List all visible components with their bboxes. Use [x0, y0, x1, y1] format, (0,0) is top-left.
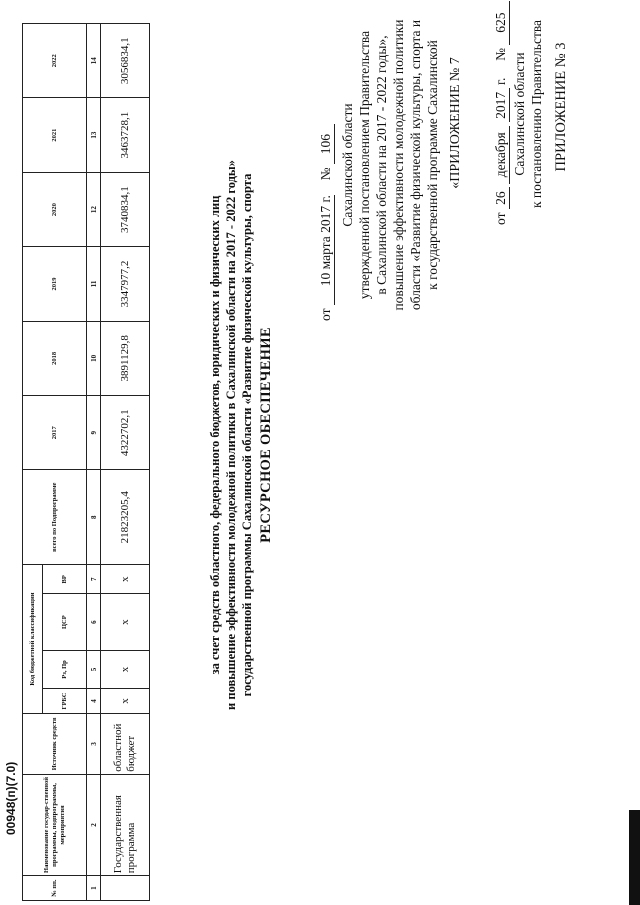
col-number-4: 4	[87, 689, 101, 714]
resource-table	[22, 23, 150, 901]
col-header-total: всего по Подпрограмме	[23, 470, 87, 565]
appendix-prev-no-sign: №	[318, 167, 333, 181]
cell-rzpr: х	[101, 650, 150, 688]
table-row	[101, 24, 150, 901]
col-header-vr: ВР	[43, 565, 87, 594]
cell-2021: 3463728,1	[101, 98, 150, 172]
cell-name: Государственная программа	[101, 774, 150, 875]
col-number-2: 2	[87, 774, 101, 875]
col-header-grbs: ГРБС	[43, 689, 87, 714]
appendix-prev-title: «ПРИЛОЖЕНИЕ № 7	[448, 57, 463, 189]
resource-title: РЕСУРСНОЕ ОБЕСПЕЧЕНИЕ	[258, 327, 274, 543]
col-number-7: 7	[87, 565, 101, 594]
col-number-12: 12	[87, 172, 101, 246]
appendix-prev-from: от	[318, 308, 333, 321]
appendix-prev-line-0: к государственной программе Сахалинской	[425, 40, 440, 290]
col-header-kbk: Код бюджетной классификации	[23, 565, 43, 714]
col-header-source: Источник средств	[23, 713, 87, 774]
appendix-prev-line-4: утвержденной постановлением Правительства	[357, 30, 372, 300]
cell-2018: 3891129,8	[101, 321, 150, 395]
appendix-no-sign: №	[493, 47, 508, 61]
col-header-2020: 2020	[23, 172, 87, 246]
resource-subtitle-2: и повышение эффективности молодежной политики в Сахалинской области на 2017 - 2022 годы»	[224, 160, 238, 710]
cell-2022: 3056834,1	[101, 24, 150, 98]
appendix-prev-date: 10 марта 2017 г.	[318, 195, 335, 305]
appendix-prev-line-3: в Сахалинской области на 2017 - 2022 годы»,	[374, 35, 389, 295]
cell-2017: 4322702,1	[101, 396, 150, 470]
col-header-rzpr: Рз, Пр	[43, 650, 87, 688]
col-header-csr: ЦСР	[43, 594, 87, 650]
col-number-5: 5	[87, 650, 101, 688]
col-number-10: 10	[87, 321, 101, 395]
col-header-2019: 2019	[23, 247, 87, 321]
appendix-line2: Сахалинской области	[512, 52, 527, 176]
col-header-2021: 2021	[23, 98, 87, 172]
col-number-6: 6	[87, 594, 101, 650]
col-number-3: 3	[87, 713, 101, 774]
footer-code: 00948(п)(7.0)	[4, 761, 18, 835]
col-number-8: 8	[87, 470, 101, 565]
appendix-date-line	[493, 0, 510, 225]
cell-2020: 3740834,1	[101, 172, 150, 246]
col-header-name: Наименование государ-ственной программы, подпрограммы, мероприятия	[23, 774, 87, 875]
scan-edge-mark	[629, 810, 640, 905]
col-number-1: 1	[87, 876, 101, 901]
col-header-2017: 2017	[23, 396, 87, 470]
appendix-day: 26	[493, 187, 510, 209]
cell-total: 21823205,4	[101, 470, 150, 565]
cell-csr: х	[101, 594, 150, 650]
appendix-prev-line-1: области «Развитие физической культуры, спорта и	[408, 19, 423, 311]
appendix-title: ПРИЛОЖЕНИЕ № 3	[553, 42, 569, 172]
cell-grbs: х	[101, 689, 150, 714]
col-header-2018: 2018	[23, 321, 87, 395]
appendix-year: 2017	[493, 88, 510, 122]
appendix-line1: к постановлению Правительства	[529, 19, 544, 209]
appendix-prev-line-2: повышение эффективности молодежной политики	[391, 19, 406, 311]
cell-no	[101, 876, 150, 901]
col-header-2022: 2022	[23, 24, 87, 98]
cell-2019: 3347977,2	[101, 247, 150, 321]
col-number-13: 13	[87, 98, 101, 172]
cell-source: областной бюджет	[101, 713, 150, 774]
appendix-prev-number: 106	[318, 124, 335, 164]
appendix-number: 625	[493, 1, 510, 45]
col-number-11: 11	[87, 247, 101, 321]
col-number-14: 14	[87, 24, 101, 98]
appendix-g: г.	[493, 77, 508, 86]
appendix-from: от	[493, 212, 508, 225]
resource-subtitle-3: за счет средств областного, федерального бюджетов, юридических и физических лиц	[208, 195, 222, 675]
col-number-9: 9	[87, 396, 101, 470]
col-header-no: № пп.	[23, 876, 87, 901]
appendix-month: декабря	[493, 126, 510, 184]
appendix-prev-date-line	[318, 1, 335, 321]
resource-subtitle-1: государственной программы Сахалинской области «Развитие физической культуры, спорта	[240, 173, 254, 697]
cell-vr: х	[101, 565, 150, 594]
appendix-prev-line-5: Сахалинской области	[340, 103, 355, 227]
